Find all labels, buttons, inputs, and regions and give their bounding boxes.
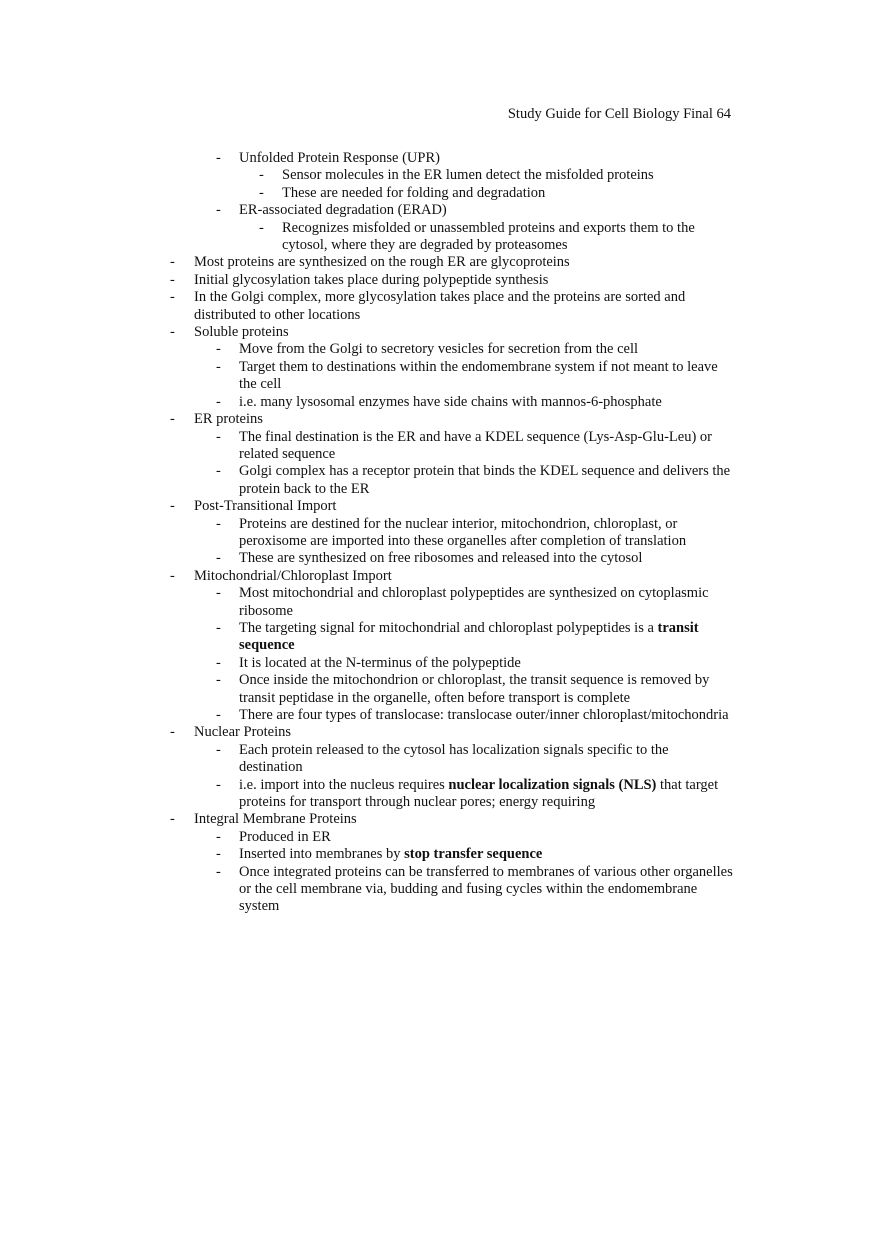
outline-item — [170, 429, 735, 464]
bullet-dash: - — [216, 428, 221, 445]
bold-term: nuclear localization signals (NLS) — [448, 776, 657, 793]
outline-item — [170, 167, 735, 184]
item-text: Mitochondrial/Chloroplast Import — [194, 567, 392, 584]
outline-list — [170, 150, 735, 916]
item-text: In the Golgi complex, more glycosylation takes place and the proteins are sorted and distributed to other locations — [194, 289, 686, 323]
bullet-dash: - — [170, 289, 175, 306]
item-text: Unfolded Protein Response (UPR) — [239, 150, 440, 166]
item-text: Nuclear Proteins — [194, 724, 292, 741]
item-text: ER-associated degradation (ERAD) — [239, 202, 447, 219]
bullet-dash: - — [259, 219, 264, 236]
bold-term: stop transfer sequence — [404, 846, 543, 863]
bullet-dash: - — [170, 254, 175, 271]
item-text: Target them to destinations within the endomembrane system if not meant to leave the cell — [239, 358, 718, 393]
bullet-dash: - — [216, 202, 221, 219]
outline-item — [170, 394, 735, 411]
item-text: Most mitochondrial and chloroplast polypeptides are synthesized on cytoplasmic ribosome — [239, 585, 709, 619]
bullet-dash: - — [170, 724, 175, 741]
bullet-dash: - — [216, 585, 221, 602]
outline-item — [170, 672, 735, 707]
outline-item — [170, 811, 735, 828]
outline-item — [170, 655, 735, 672]
item-text: Post-Transitional Import — [194, 498, 337, 515]
item-text: Move from the Golgi to secretory vesicles for secretion from the cell — [239, 341, 639, 358]
item-text: Initial glycosylation takes place during polypeptide synthesis — [194, 271, 549, 288]
bullet-dash: - — [216, 463, 221, 480]
outline-item — [170, 341, 735, 358]
page-header: Study Guide for Cell Biology Final 64 — [507, 106, 731, 122]
bullet-dash: - — [216, 707, 221, 723]
item-text: Once inside the mitochondrion or chloroplast, the transit sequence is removed by transit peptidase in the organelle, often before transport is complete — [239, 672, 710, 706]
outline-item — [170, 463, 735, 498]
outline-item — [170, 272, 735, 289]
bullet-dash: - — [170, 498, 175, 515]
outline-item — [170, 254, 735, 271]
item-text: i.e. many lysosomal enzymes have side chains with mannos-6-phosphate — [239, 393, 662, 410]
bullet-dash: - — [216, 515, 221, 532]
outline-item — [170, 359, 735, 394]
item-text: Produced in ER — [239, 828, 331, 845]
item-text: Golgi complex has a receptor protein that binds the KDEL sequence and delivers the protein back to the ER — [239, 463, 731, 497]
outline-item — [170, 707, 735, 724]
outline-item — [170, 324, 735, 341]
bold-term: transit sequence — [239, 619, 699, 654]
item-text: The targeting signal for mitochondrial and chloroplast polypeptides is a — [239, 619, 658, 636]
bullet-dash: - — [170, 271, 175, 288]
bullet-dash: - — [259, 167, 264, 184]
outline-item — [170, 550, 735, 567]
bullet-dash: - — [170, 567, 175, 584]
item-text: There are four types of translocase: translocase outer/inner chloroplast/mitochondria — [239, 707, 729, 723]
bullet-dash: - — [216, 550, 221, 567]
outline-item — [170, 742, 735, 777]
item-text: These are synthesized on free ribosomes and released into the cytosol — [239, 550, 643, 567]
bullet-dash: - — [216, 358, 221, 375]
outline-item — [170, 185, 735, 202]
outline-item — [170, 846, 735, 863]
outline-item — [170, 516, 735, 551]
item-text: The final destination is the ER and have a KDEL sequence (Lys-Asp-Glu-Leu) or related sequence — [239, 428, 712, 462]
outline-item — [170, 829, 735, 846]
item-text: Integral Membrane Proteins — [194, 811, 357, 828]
outline-item — [170, 202, 735, 219]
outline-item — [170, 150, 735, 167]
outline-item — [170, 498, 735, 515]
item-text: Recognizes misfolded or unassembled proteins and exports them to the cytosol, where they are degraded by proteasomes — [282, 219, 695, 254]
outline-item — [170, 777, 735, 812]
item-text: It is located at the N-terminus of the polypeptide — [239, 654, 521, 671]
bullet-dash: - — [216, 393, 221, 410]
outline-item — [170, 220, 735, 255]
item-text: Most proteins are synthesized on the rough ER are glycoproteins — [194, 254, 570, 271]
bullet-dash: - — [216, 341, 221, 358]
outline-item — [170, 568, 735, 585]
outline-item — [170, 585, 735, 620]
bullet-dash: - — [216, 672, 221, 689]
outline-item — [170, 620, 735, 655]
bullet-dash: - — [216, 619, 221, 636]
bullet-dash: - — [170, 811, 175, 828]
outline-item — [170, 289, 735, 324]
bullet-dash: - — [170, 324, 175, 341]
item-text: ER proteins — [194, 411, 263, 428]
bullet-dash: - — [216, 776, 221, 793]
item-text: that target proteins for transport through nuclear pores; energy requiring — [239, 776, 719, 811]
item-text: i.e. import into the nucleus requires — [239, 776, 449, 793]
bullet-dash: - — [170, 411, 175, 428]
bullet-dash: - — [216, 741, 221, 758]
item-text: Each protein released to the cytosol has localization signals specific to the destination — [239, 741, 669, 776]
item-text: Soluble proteins — [194, 324, 289, 341]
item-text: These are needed for folding and degradation — [282, 184, 546, 201]
item-text: Inserted into membranes by — [239, 846, 405, 863]
item-text: Proteins are destined for the nuclear interior, mitochondrion, chloroplast, or peroxisome are imported into these organelles after completion of translation — [239, 515, 687, 549]
bullet-dash: - — [216, 654, 221, 671]
bullet-dash: - — [216, 846, 221, 863]
bullet-dash: - — [216, 863, 221, 880]
outline-item — [170, 724, 735, 741]
outline-item — [170, 864, 735, 916]
item-text: Sensor molecules in the ER lumen detect the misfolded proteins — [282, 167, 654, 184]
item-text: Once integrated proteins can be transferred to membranes of various other organelles or the cell membrane via, budding and fusing cycles within the endomembrane system — [239, 863, 733, 915]
bullet-dash: - — [216, 150, 221, 166]
bullet-dash: - — [259, 184, 264, 201]
bullet-dash: - — [216, 828, 221, 845]
outline-item — [170, 411, 735, 428]
